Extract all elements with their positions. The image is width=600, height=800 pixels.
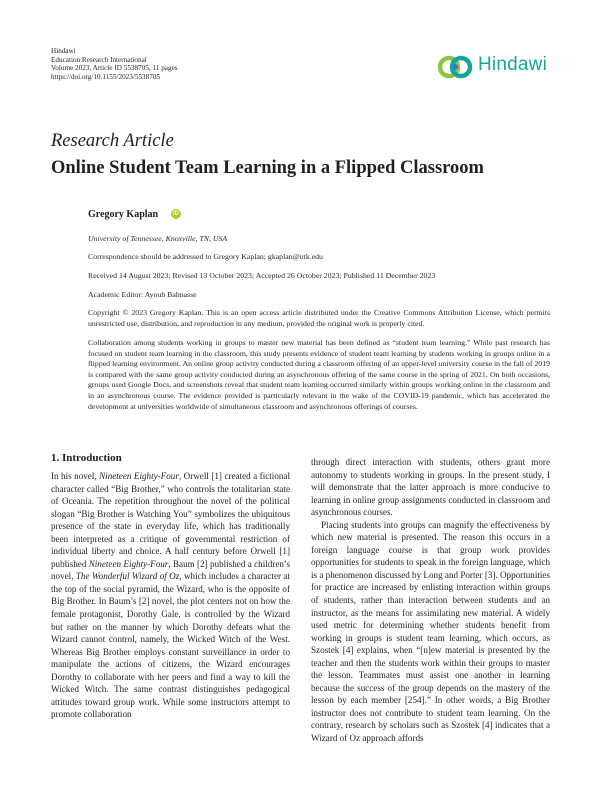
hindawi-logo-icon — [436, 50, 476, 82]
article-type-label: Research Article — [51, 131, 174, 151]
intro-paragraph-1-continued: through direct interaction with students, others grant more autonomy to students working in groups. In the present study, I will demonstrate that the latter approach is more conducive to learning in online group assignments conducted in classroom and asynchronous courses. — [311, 457, 550, 518]
author-name: Gregory Kaplan — [88, 209, 159, 220]
hindawi-logo-text: Hindawi — [478, 54, 547, 75]
orcid-icon[interactable]: iD — [173, 211, 179, 217]
abstract: Collaboration among students working in groups to master new material has been defined as “student team learning.” While past research has focused on student team learning in the classroom, this study presents evidence of student team learning by students working in groups online in a flipped learning environment. An online group activity conducted during a classroom offering of an upper-level university course in the fall of 2019 is compared with the same group activity conducted during an asynchronous offering of the same course in the spring of 2021. On both occasions, groups used Google Docs, and screenshots reveal that student team learning occurred similarly within groups working online in the classroom and in an asynchronous course. The evidence provided is particularly relevant in the wake of the COVID-19 pandemic, which has accelerated the development at universities worldwide of simultaneous classroom and asynchronous offerings of courses. — [88, 338, 550, 411]
article-dates: Received 14 August 2023; Revised 13 October 2023; Accepted 26 October 2023; Published 11 December 2023 — [88, 271, 436, 280]
intro-paragraph-2: Placing students into groups can magnify the effectiveness by which new material is presented. The reason this occurs in a foreign language course is that group work provides opportunities for students to speak in the foreign language, which is a phenomenon discussed by Long and Porter [3]. Opportunities for practice are increased by enlisting interaction within groups of students, rather than interaction between students and an instructor, as the means for assimilating new material. A widely used metric for determining whether students benefit from working in groups is student team learning, which occurs, as Szostek [4] explains, when “[n]ew material is presented by the teacher and then the students work within their groups to master the lesson. Teammates must assist one another in learning because the success of the group depends on the mastery of the lesson by each member [254].” In other words, a Big Brother instructor does not contribute to student team learning. On the contrary, research by scholars such as Szostek [4] indicates that a Wizard of Oz approach affords — [311, 519, 550, 744]
correspondence-line: Correspondence should be addressed to Gregory Kaplan; gkaplan@utk.edu — [88, 252, 323, 261]
journal-name: Education Research International — [51, 55, 147, 64]
doi-link[interactable]: https://doi.org/10.1155/2023/5538705 — [51, 72, 161, 81]
academic-editor: Academic Editor: Ayoub Bahnasse — [88, 290, 197, 299]
intro-paragraph-1: In his novel, Nineteen Eighty-Four, Orwell [1] created a fictional character called “Big Brother,” who controls the totalitarian state of Oceania. The repetition throughout the novel of the political slogan “Big Brother is Watching You” symbolizes the ubiquitous presence of the state in everyday life, which has traditionally been interpreted as a critique of governmental restriction of individual liberty and choice. A half century before Orwell [1] published Nineteen Eighty-Four, Baum [2] published a children’s novel, The Wonderful Wizard of Oz, which includes a character at the top of the social pyramid, the Wizard, who is the opposite of Big Brother. In Baum’s [2] novel, the plot centers not on how the female protagonist, Dorothy Gale, is controlled by the Wizard but rather on the manner by which Dorothy defeats what the Wizard cannot control, namely, the Wicked Witch of the West. Whereas Big Brother employs constant surveillance in order to manipulate the actions of citizens, the Wizard encourages Dorothy to collaborate with her peers and find a way to kill the Wicked Witch. The same contrast distinguishes pedagogical attitudes toward group work. While some instructors attempt to promote collaboration — [51, 471, 290, 720]
journal-metadata — [51, 47, 178, 81]
body-column-left — [51, 470, 290, 721]
author-affiliation: University of Tennessee, Knoxville, TN, USA — [88, 234, 228, 243]
section-heading-introduction: 1. Introduction — [51, 452, 122, 464]
article-title: Online Student Team Learning in a Flipped Classroom — [51, 158, 484, 178]
body-column-right — [311, 456, 550, 745]
publisher-name: Hindawi — [51, 47, 76, 55]
volume-info: Volume 2023, Article ID 5538705, 11 pages — [51, 64, 178, 73]
hindawi-logo — [436, 50, 556, 82]
copyright-notice: Copyright © 2023 Gregory Kaplan. This is an open access article distributed under the Creative Commons Attribution License, which permits unrestricted use, distribution, and reproduction in any medium, provided the original work is properly cited. — [88, 308, 550, 328]
